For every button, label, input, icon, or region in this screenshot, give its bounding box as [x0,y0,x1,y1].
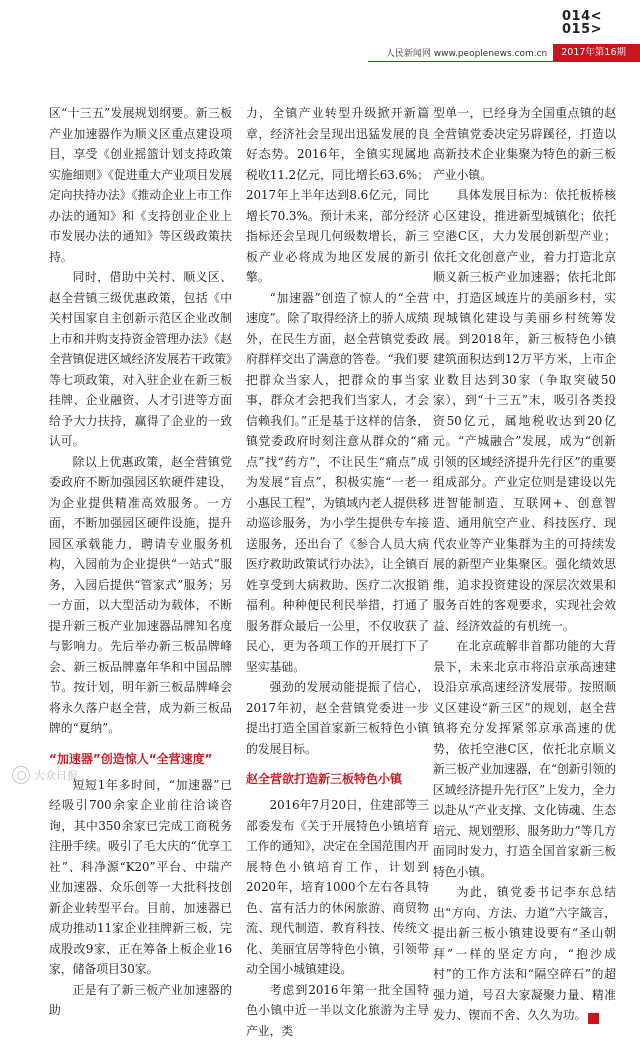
paragraph: 力，全镇产业转型升级掀开新篇章，经济社会呈现出迅猛发展的良好态势。2016年，全镇实现属地税收11.2亿元，同比增长63.6%；2017年上半年达到8.6亿元，同比增长70.3%。预计未来，部分经济指标还会呈现几何级数增长，新三板产业必将成为地区发展的新引擎。 [246,103,429,288]
paragraph: “加速器”创造了惊人的“全营速度”。除了取得经济上的骄人成绩外，在民生方面，赵全营镇党委政府群样交出了满意的答卷。“我们要把群众当家人，把群众的事当家事，群众才会把我们当家人，才会信赖我们。”正是基于这样的信条，镇党委政府时刻注意从群众的“痛点”找“药方”，不让民生“痛点”成为发展“盲点”，积极实施“一老一小惠民工程”，为镇域内老人提供移动巡诊服务，为小学生提供专车接送服务，还出台了《参合人员大病医疗救助政策试行办法》，让全镇百姓享受到大病救助、医疗二次报销福利。种种便民利民举措，打通了服务群众最后一公里，不仅收获了民心，更为各项工作的开展打下了坚实基础。 [246,288,429,678]
section-heading: 赵全营欲打造新三板特色小镇 [246,769,429,789]
page-next: 015> [562,23,622,36]
header-bar [368,44,640,61]
page-numbers [562,10,622,36]
article-column-3 [433,103,616,793]
paragraph: 考虑到2016年第一批全国特色小镇中近一半以文化旅游为主导产业，类 [246,980,429,1041]
header-divider [368,61,640,62]
paragraph: 除以上优惠政策，赵全营镇党委政府不断加强园区软硬件建设，为企业提供精准高效服务。一方面，不断加强园区硬件设施，提升园区承载能力，聘请专业服务机构，入园前为企业提供“一站式”服务，入园后提供“管家式”服务；另一方面，以大型活动为载体，不断提升新三板产业加速器品牌知名度与影响力。先后举办新三板品牌峰会、新三板品牌嘉年华和中国品牌节。按计划，明年新三板品牌峰会将永久落户赵全营，成为新三板品牌的“夏纳”。 [49,452,232,739]
watermark-text: 大众日报 [34,767,78,783]
watermark-logo-icon [12,766,30,784]
paragraph-text: 为此，镇党委书记李东总结出“方向、方法、力道”六字箴言，提出新三板小镇建设要有“圣山朝拜”一样的坚定方向，“抱沙成村”的工作方法和“隔空碎石”的超强力道，号召大家凝聚力量、精准发力、锲而不舍、久久为功。 [433,885,616,1022]
paragraph: 2016年7月20日，住建部等三部委发布《关于开展特色小镇培育工作的通知》，决定在全国范围内开展特色小镇培育工作，计划到2020年，培育1000个左右各具特色、富有活力的休闲旅游、商贸物流、现代制造、教育科技、传统文化、美丽宜居等特色小镇，引领带动全国小城镇建设。 [246,795,429,980]
paragraph: 具体发展目标为：依托板桥核心区建设，推进新型城镇化；依托空港C区，大力发展创新型产业；依托文化创意产业，着力打造北京顺义新三板产业加速器；依托北郎中，打造区域连片的美丽乡村，实现城镇化建设与美丽乡村统筹发展。到2018年，新三板特色小镇建筑面积达到12万平方米，上市企业数目达到30家（争取突破50家），到“十三五”末，吸引各类投资50亿元，属地税收达到20亿元。“产城融合”发展，成为“创新引领的区域经济提升先行区”的重要组成部分。产业定位则是建设以先进智能制造、互联网+、创意智造、通用航空产业、科技医疗、现代农业等产业集群为主的可持续发展的新型产业集聚区。强化绩效思维，追求投资建设的深层次效果和服务百姓的客观要求，实现社会效益、经济效益的有机统一。 [433,185,616,636]
article-column-1 [49,103,232,793]
issue-badge: 2017年第16期 [553,44,640,61]
paragraph: 型单一，已经身为全国重点镇的赵全营镇党委决定另辟蹊径，打造以高新技术企业集聚为特色的新三板产业小镇。 [433,103,616,185]
paragraph: 正是有了新三板产业加速器的助 [49,980,232,1021]
watermark [12,766,78,784]
paragraph: 同时，借助中关村、顺义区、赵全营镇三级优惠政策，包括《中关村国家自主创新示范区企业改制上市和并购支持资金管理办法》《赵全营镇促进区域经济发展若干政策》等七项政策，对入驻企业在新三板挂牌、企业融资、人才引进等方面给予大力扶持，赢得了企业的一致认可。 [49,267,232,452]
publication-name: 人民新闻网 www.peoplenews.com.cn [386,46,547,59]
paragraph: 短短1年多时间，“加速器”已经吸引700余家企业前往洽谈咨询，其中350余家已完成工商税务注册手续。吸引了毛大庆的“优享工社”、科净源“K20”平台、中瑞产业加速器、众乐创等一大批科技创新企业转型平台。目前，加速器已成功推动11家企业挂牌新三板，完成股改9家，正在筹备上板企业16家，储备项目30家。 [49,775,232,980]
paragraph: 区“十三五”发展规划纲要。新三板产业加速器作为顺义区重点建设项目，享受《创业摇篮计划支持政策实施细则》《促进重大产业项目发展定向扶持办法》《推动企业上市工作办法的通知》和《支持创业企业上市发展办法的通知》等区级政策扶持。 [49,103,232,267]
paragraph [433,882,616,1026]
end-mark-icon: K [588,1013,599,1024]
paragraph: 强劲的发展动能提振了信心，2017年初，赵全营镇党委进一步提出打造全国首家新三板特色小镇的发展目标。 [246,677,429,759]
section-heading: “加速器”创造惊人“全营速度” [49,749,232,769]
page-prev: 014< [562,10,622,23]
paragraph: 在北京疏解非首都功能的大背景下，未来北京市将沿京承高速建设沿京承高速经济发展带。按照顺义区建设“新三区”的规划，赵全营镇将充分发挥紧邻京承高速的优势，依托空港C区，依托北京顺义新三板产业加速器，在“创新引领的区域经济提升先行区”上发力，全力以赴从“产业支撑、文化铸魂、生态培元、规划塑形、服务助力”等几方面同时发力，打造全国首家新三板特色小镇。 [433,636,616,882]
article-column-2 [246,103,429,793]
